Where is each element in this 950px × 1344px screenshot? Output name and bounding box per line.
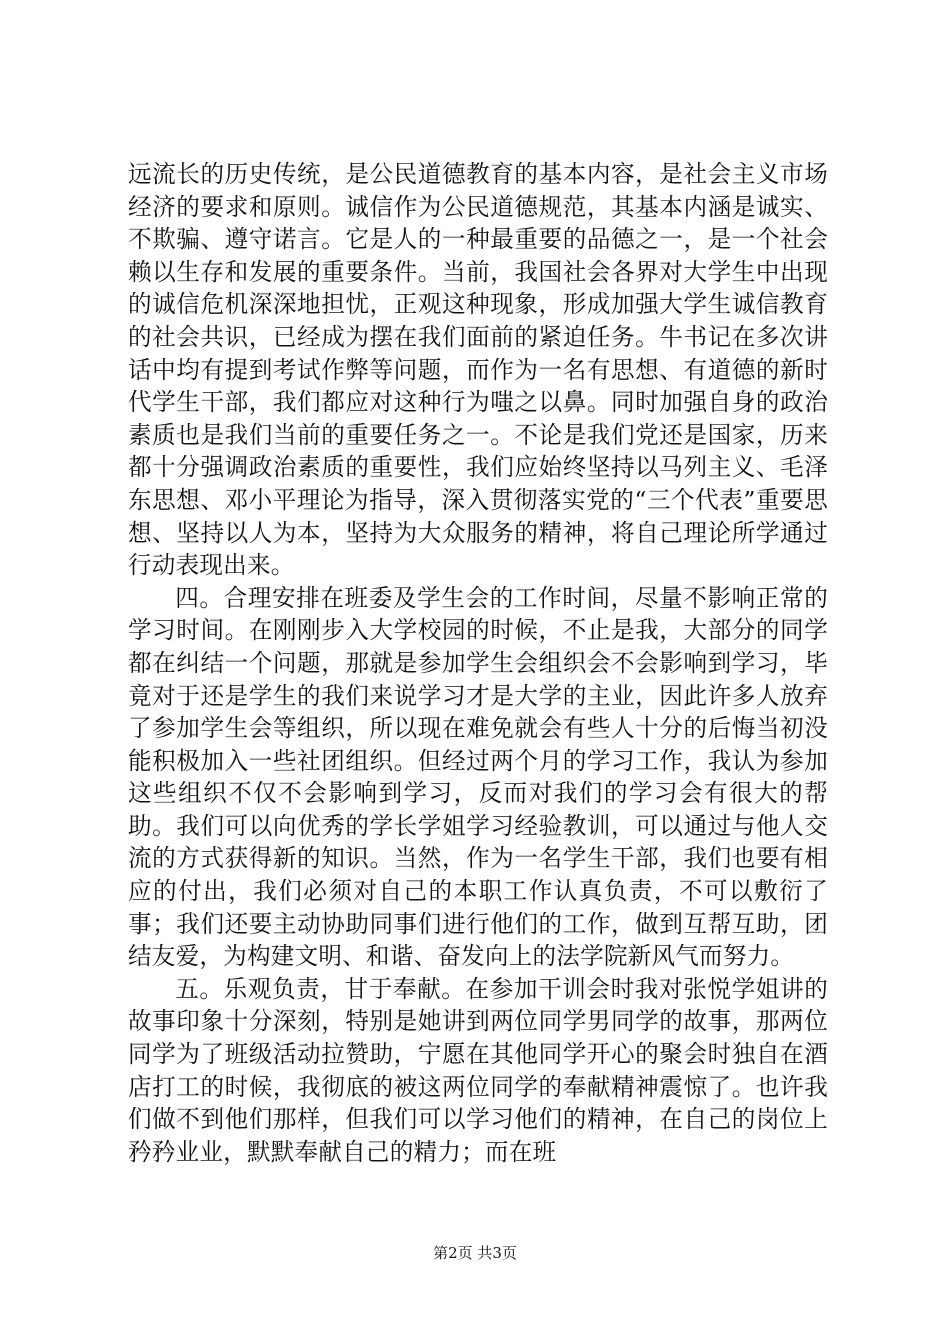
paragraph-four: 四。合理安排在班委及学生会的工作时间，尽量不影响正常的学习时间。在刚刚步入大学校园的时候，不止是我，大部分的同学都在纠结一个问题，那就是参加学生会组织会不会影响到学习，毕竟对于还是学生的我们来说学习才是大学的主业，因此许多人放弃了参加学生会等组织，所以现在难免就会有些人十分的后悔当初没能积极加入一些社团组织。但经过两个月的学习工作，我认为参加这些组织不仅不会影响到学习，反而对我们的学习会有很大的帮助。我们可以向优秀的学长学姐学习经验教训，可以通过与他人交流的方式获得新的知识。当然，作为一名学生干部，我们也要有相应的付出，我们必须对自己的本职工作认真负责，不可以敷衍了事；我们还要主动协助同事们进行他们的工作，做到互帮互助，团结友爱，为构建文明、和谐、奋发向上的法学院新风气而努力。: [128, 583, 828, 971]
page-number-footer: 第2页 共3页: [433, 1244, 517, 1262]
paragraph-five: 五。乐观负责，甘于奉献。在参加干训会时我对张悦学姐讲的故事印象十分深刻，特别是她讲到两位同学男同学的故事，那两位同学为了班级活动拉赞助，宁愿在其他同学开心的聚会时独自在酒店打工的时候，我彻底的被这两位同学的奉献精神震惊了。也许我们做不到他们那样，但我们可以学习他们的精神，在自己的岗位上矜矜业业，默默奉献自己的精力；而在班: [128, 974, 828, 1166]
document-body: [128, 158, 828, 1168]
paragraph-continuation: 远流长的历史传统，是公民道德教育的基本内容，是社会主义市场经济的要求和原则。诚信作为公民道德规范，其基本内涵是诚实、不欺骗、遵守诺言。它是人的一种最重要的品德之一，是一个社会赖以生存和发展的重要条件。当前，我国社会各界对大学生中出现的诚信危机深深地担忧，正观这种现象，形成加强大学生诚信教育的社会共识，已经成为摆在我们面前的紧迫任务。牛书记在多次讲话中均有提到考试作弊等问题，而作为一名有思想、有道德的新时代学生干部，我们都应对这种行为嗤之以鼻。同时加强自身的政治素质也是我们当前的重要任务之一。不论是我们党还是国家，历来都十分强调政治素质的重要性，我们应始终坚持以马列主义、毛泽东思想、邓小平理论为指导，深入贯彻落实党的“三个代表”重要思想、坚持以人为本，坚持为大众服务的精神，将自己理论所学通过行动表现出来。: [128, 160, 828, 580]
